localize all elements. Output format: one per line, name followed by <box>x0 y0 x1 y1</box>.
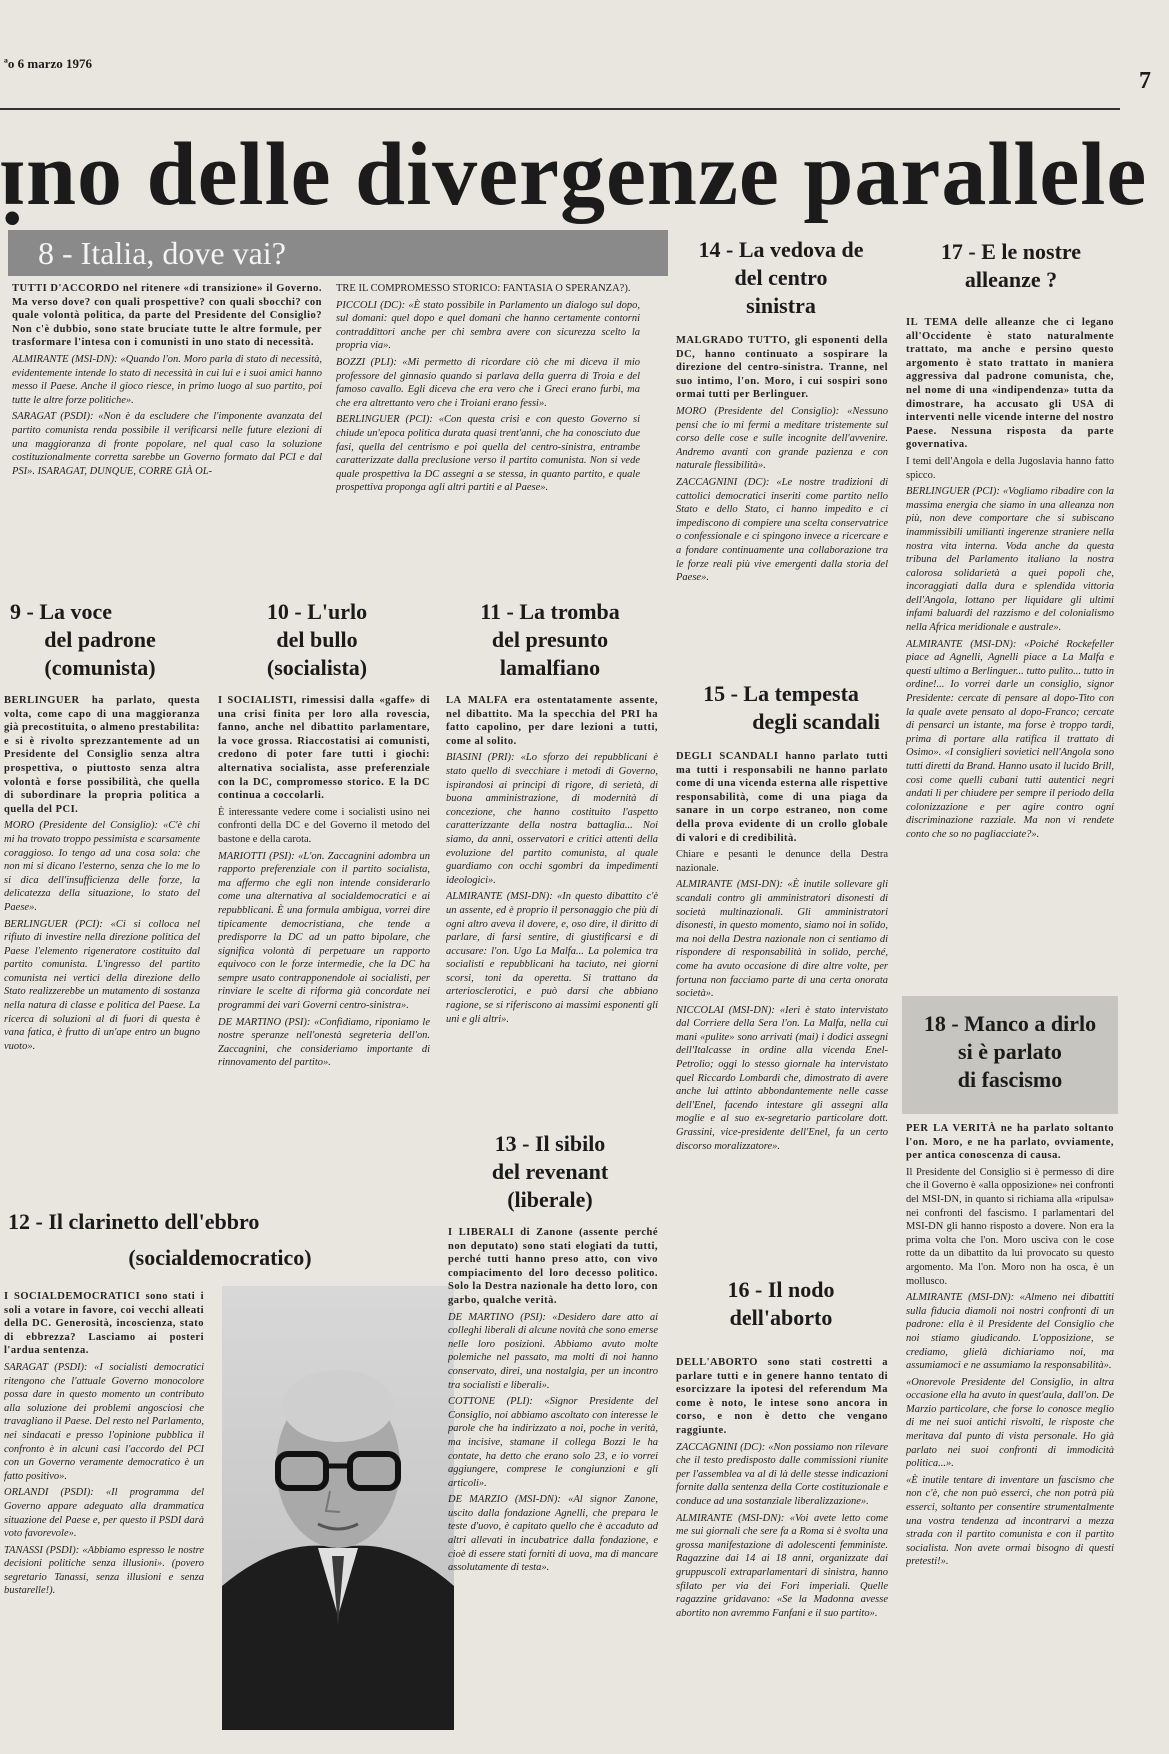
section-10-title-2: del bullo <box>276 627 358 652</box>
section-17-lead: IL TEMA delle alleanze che ci legano all'Occidente è stato naturalmente trattato, ma anche e persino questo argomento è stato trattato in maniera aggressiva dal padrone comunista, che, nel nome di una «indipendenza» tutta da dimostrare, ha accusato gli USA di interventi nelle vicende interne del nostro Paese. Nessuna risposta da parte governativa. <box>906 317 1114 451</box>
section-17-berlinguer: BERLINGUER (PCI): «Vogliamo ribadire con la massima energia che siamo in una alleanza non più, non deve comportare che si subiscano inammissibili umilianti ingerenze straniere nella nostra vita interna. Voda anche da questa tribuna del Parlamento italiano la nostra calorosa solidarietà a quei popoli che, incoraggiati dalla dura e splendida vittoria dell'Angola, lottano per liquidare gli ultimi infami baluardi del razzismo e del colonialismo nella Africa meridionale e australe». <box>906 486 1114 634</box>
header-rule <box>0 108 1120 110</box>
section-13-heading <box>444 1130 656 1218</box>
section-18-title-2: si è parlato <box>958 1039 1062 1064</box>
section-15-niccolai: NICCOLAI (MSI-DN): «Ieri è stato intervistato dal Corriere della Sera l'on. La Malfa, nella cui mani «pulite» sono arrivati (mai) i dodici assegni dell'Italcasse in ordine alla vicenda Enel-Petrolio; oggi lo stesso giornale ha intervistato quel Riccardo Lombardi che, dimostrato di avere anche lui attinto abbondantemente nelle casse dell'Enel, facendo intestare gli assegni alla moglie e al suo ex-segretario particolare dott. Grassini, vice-presidente dell'Enel, fa un certo discorso moralizzatore». <box>676 1004 888 1152</box>
section-11-biasini: BIASINI (PRI): «Lo sforzo dei repubblicani è stato quello di svecchiare i metodi di Governo, ispirandosi ai principi di rigore, di serietà, di buona amministrazione, di modernità di concezione, che hanno costituito l'aspetto caratterizzante della nostra battaglia... Noi siamo, da anni, osservatori e critici attenti della evoluzione del partito comunista, al quale guardiamo con occhi sgombri da impedimenti ideologici». <box>446 752 658 886</box>
section-12-subheading <box>0 1244 440 1274</box>
section-17-column <box>906 316 1114 980</box>
section-18-column <box>906 1122 1114 1744</box>
section-18-heading <box>902 1010 1118 1102</box>
section-16-column <box>676 1356 888 1744</box>
section-16-title-2: dell'aborto <box>729 1305 833 1330</box>
page-number: 7 <box>1139 68 1151 94</box>
section-12-lead: I SOCIALDEMOCRATICI sono stati i soli a votare in favore, coi vecchi alleati della DC. Generosità, incoscienza, stato di ebbrezza? Lasciamo ai posteri l'ardua sentenza. <box>4 1291 204 1357</box>
section-8-almirante: ALMIRANTE (MSI-DN): «Quando l'on. Moro parla di stato di necessità, evidentemente intende lo stato di necessità in cui lui e i suoi amici hanno messo il Paese. Anche il gioco riesce, in primo luogo al suo partito, poi tutte le altre forze politiche». <box>12 353 322 406</box>
section-8-title: 8 - Italia, dove vai? <box>38 235 286 271</box>
section-14-moro: MORO (Presidente del Consiglio): «Nessuno pensi che io mi fermi a meditare tristemente sul corso delle cose e sulle incognite dell'avvenire. Andremo avanti con grande pazienza e con naturale flessibilità». <box>676 405 888 472</box>
section-15-almirante: ALMIRANTE (MSI-DN): «È inutile sollevare gli scandali contro gli amministratori disonesti di società multinazionali. Gli amministratori disonesti, in questo momento, siamo noi in solido, ma noi della Destra nazionale non ci sentiamo di rispondere di responsabilità in solido, perché, come ha avuto occasione di dire altre volte, per fortuna non facciamo parte di una certa onorata società». <box>676 879 888 1000</box>
section-9-lead: BERLINGUER ha parlato, questa volta, come capo di una maggioranza già precostituita, o almeno prestabilita: e si è rivolto sprezzantemente ad un Presidente del Consiglio senza altra prospettiva, o piuttosto senza altra volontà e forse possibilità, che quella di subordinare la propria politica a quella del PCI. <box>4 695 200 815</box>
section-15-note: Chiare e pesanti le denunce della Destra nazionale. <box>676 849 888 874</box>
section-11-title-3: lamalfiano <box>499 655 601 680</box>
section-9-title-1: 9 - La voce <box>10 599 113 624</box>
section-17-title-1: 17 - E le nostre <box>940 239 1082 264</box>
section-18-title-3: di fascismo <box>957 1067 1063 1092</box>
section-13-title-2: del revenant <box>491 1159 609 1184</box>
section-9-moro: MORO (Presidente del Consiglio): «C'è chi mi ha trovato troppo pessimista e scarsamente coraggioso. Io tengo ad una cosa sola: che non mi si dicano l'esterno, senza che lo me lo si dica dell'insufficienza delle forze, la delicatezza della situazione, lo stato del Paese». <box>4 820 200 913</box>
section-13-cottone: COTTONE (PLI): «Signor Presidente del Consiglio, noi abbiamo ascoltato con interesse le parole che ha indirizzato a noi, poche in verità, ma incisive, stamane il collega Bozzi le ha contate, ha detto che erano solo 23, e io vorrei aggiungere, comprese le congiunzioni e gli articoli». <box>448 1396 658 1489</box>
section-17-title-2: alleanze ? <box>964 267 1058 292</box>
section-8-berlinguer: BERLINGUER (PCI): «Con questa crisi e con questo Governo si chiude un'epoca politica durata quasi trent'anni, che ha conosciuto due fasi, quella del centrismo e poi quella del centro-sinistra, entrambe caratterizzate dalla preclusione verso il partito comunista. Non si vede quale prospettiva la DC assegni a se stessa, in quanto partito, e quale prospettiva proponga agli altri partiti e al Paese». <box>336 414 640 494</box>
section-14-heading <box>670 236 892 324</box>
section-13-lead: I LIBERALI di Zanone (assente perché non deputato) sono stati elogiati da tutti, perché tutti hanno preso atto, con vivo compiacimento del loro decesso politico. Solo la Destra nazionale ha detto loro, con garbo, qualche verità. <box>448 1227 658 1306</box>
section-10-lead: I SOCIALISTI, rimessisi dalla «gaffe» di una crisi finita per loro alla rovescia, fanno, anche nel dibattito parlamentare, la voce grossa. Riaccostatisi ai comunisti, credono di poter fare tutti i giochi: alternativa socialista, asse preferenziale con la DC, compromesso storico. E la DC continua a coccolarli. <box>218 695 430 802</box>
section-8-bozzi: BOZZI (PLI): «Mi permetto di ricordare ciò che mi diceva il mio professore del ginnasio quando si parlava della guerra di Troia e del famoso cavallo. Egli diceva che era vero che i Greci erano furbi, ma che era altrettanto vero che i Troiani erano fessi». <box>336 356 640 409</box>
section-13-title-1: 13 - Il sibilo <box>494 1131 606 1156</box>
section-13-column <box>448 1226 658 1742</box>
section-8-column-1 <box>12 282 322 582</box>
section-15-title-2: degli scandali <box>752 709 880 734</box>
section-15-column <box>676 750 888 1270</box>
section-9-column <box>4 694 200 1214</box>
section-8-band <box>8 230 668 276</box>
section-14-title-3: sinistra <box>746 293 816 318</box>
section-13-de-martino: DE MARTINO (PSI): «Desidero dare atto ai colleghi liberali di alcune novità che sono emerse nelle loro posizioni. Abbiamo avuto molte polemiche nel passato, ma molti di noi hanno conservato, direi, una nostalgia, per un incontro tra socialisti e liberali». <box>448 1311 658 1391</box>
section-14-zaccagnini: ZACCAGNINI (DC): «Le nostre tradizioni di cattolici democratici inseriti come partito nello Stato e dello Stato, ci hanno impedito e ci impediscono di compiere una scelta conservatrice o confessionale e ci spingono invece a ricercare e a fondare continuamente una collaborazione tra le forze reali più vive emergenti dalla storia del Paese». <box>676 476 888 584</box>
section-12-orlandi: ORLANDI (PSDI): «Il programma del Governo appare adeguato alla drammatica situazione del Paese e, per questo il PSDI darà voto favorevole». <box>4 1487 204 1540</box>
section-9-title-3: (comunista) <box>44 655 156 680</box>
section-18-quote-1: «Onorevole Presidente del Consiglio, in altra occasione ella ha avuto in quest'aula, dall'on. De Marzio particolare, che forse lo conosce meglio di me nei suoi antichi risvolti, le risposte che meritava dal punto di vista personale. Ho già parlato nei suoi confronti di immodicità politica...». <box>906 1376 1114 1470</box>
section-10-title-3: (socialista) <box>266 655 368 680</box>
issue-date: ªo 6 marzo 1976 <box>4 56 93 71</box>
section-10-de-martino: DE MARTINO (PSI): «Confidiamo, riponiamo le nostre speranze nell'onestà segreteria dell'on. Zaccagnini, che consideriamo importante di rinnovamento del partito». <box>218 1016 430 1069</box>
section-11-almirante: ALMIRANTE (MSI-DN): «In questo dibattito c'è un assente, ed è proprio il personaggio che più di ogni altro aveva il dovere, e, oso dire, il diritto di parlare, di farsi sentire, di giustificarsi e di accusare: l'on. Ugo La Malfa... La polemica tra socialisti e repubblicani ha taciuto, nei giorni scorsi, toni da operetta. Si trattano da arteriosclerotici, e può darsi che abbiano ragione, se si riferiscono ai massimi esponenti gli uni e gli altri». <box>446 891 658 1025</box>
section-12-column <box>4 1290 204 1740</box>
speaker-portrait-image <box>222 1286 454 1730</box>
section-18-moro: Il Presidente del Consiglio si è permesso di dire che il Governo è «alla opposizione» nei confronti del MSI-DN, in quanto si richiama alla «ripulsa» nei confronti del fascismo. I parlamentari del MSI-DN gli hanno risposto a dovere. Non era la prima volta che l'on. Moro usciva con le cose rotte da un dibattito da lui provocato su questo argomento. Ma l'on. Moro non ha osca, è un molluscο. <box>906 1166 1114 1287</box>
section-18-almirante: ALMIRANTE (MSI-DN): «Almeno nei dibattiti sulla fiducia diamoli noi nostri confronti di un padrone: ella è il Presidente del Consiglio che noi stiamo giudicando. L'opposizione, se crediamo, glielà dichiariamo noi, ma assumiamoci e ne assumiamo la responsabilità». <box>906 1292 1114 1372</box>
section-11-title-2: del presunto <box>491 627 609 652</box>
page-headline: ᴉno delle divergenze parallele <box>0 125 1148 224</box>
section-11-title-1: 11 - La tromba <box>480 599 620 624</box>
section-9-heading <box>0 598 200 686</box>
section-12-heading <box>0 1208 440 1238</box>
section-11-heading <box>444 598 656 686</box>
section-9-berlinguer: BERLINGUER (PCI): «Ci si colloca nel rifiuto di investire nella direzione politica del Paese l'elemento rigeneratore costituito dal partito comunista. L'ingresso del partito comunista nei vertici della direzione dello Stato realizzerebbe un mutamento di sostanza nella natura di classe e politica del Paese. La ricerca di soluzioni al di fuori di questa è vana fatica, è frutto di un'ape entro un bugno vuoto». <box>4 918 200 1052</box>
section-10-heading <box>212 598 422 686</box>
section-18-lead: PER LA VERITÀ ne ha parlato soltanto l'on. Moro, e ne ha parlato, ovviamente, per antica conoscenza di causa. <box>906 1123 1114 1162</box>
section-14-title-2: del centro <box>734 265 828 290</box>
section-16-lead: DELL'ABORTO sono stati costretti a parlare tutti e in genere hanno tentato di esorcizzare la ipotesi del referendum Ma come è noto, le intese sono ancora in corso, e non è detto che vengano raggiunte. <box>676 1357 888 1436</box>
section-11-column <box>446 694 658 1124</box>
section-8-piccoli: PICCOLI (DC): «È stato possibile in Parlamento un dialogo sul dopo, sul domani: quel dopo e quel domani che hanno certamente contorni contraddittori anche per chi sembra avere con sicurezza scelto la propria via». <box>336 299 640 352</box>
section-16-almirante: ALMIRANTE (MSI-DN): «Voi avete letto come me sui giornali che sere fa a Roma si è svolta una grossa manifestazione di adolescenti femministe. Ragazzine dai 14 ai 18 anni, organizzate dai gruppuscoli extraparlamentari di sinistra, hanno sfilato per via dei Fori imperiali. Quelle ragazzine gridavano: «Se la Madonna avesse abortito non avremmo Fanfani e il suo partito». <box>676 1512 888 1619</box>
section-15-title-1: 15 - La tempesta <box>703 681 859 706</box>
section-16-title-1: 16 - Il nodo <box>727 1277 835 1302</box>
section-8-continued: TRE IL COMPROMESSO STORICO: FANTASIA O SPERANZA?). <box>336 283 631 294</box>
section-10-column <box>218 694 430 1206</box>
section-12-saragat: SARAGAT (PSDI): «I socialisti democratici ritengono che l'attuale Governo monocolore possa dare in questo momento un contributo alla soluzione dei problemi angosciosi che travagliano il Paese. Del resto nel Parlamento, nei sindacati e presso l'opinione pubblica il confronto è in alcuni casi l'accordo del PCI con un Governo veramente democratico è un fatto positivo». <box>4 1361 204 1482</box>
speaker-photo <box>222 1286 454 1730</box>
section-16-heading <box>670 1276 892 1336</box>
section-18-title-1: 18 - Manco a dirlo <box>923 1011 1097 1036</box>
section-16-zaccagnini: ZACCAGNINI (DC): «Non possiamo non rilevare che il testo predisposto dalle commissioni riunite per l'assemblea va al di là delle stesse indicazioni fornite dalla sentenza della Corte costituzionale e conduce ad una sostanziale liberalizzazione». <box>676 1441 888 1507</box>
section-14-title-1: 14 - La vedova de <box>698 237 864 262</box>
section-15-heading <box>670 680 892 740</box>
section-18-quote-2: «È inutile tentare di inventare un fascismo che non c'è, che non può esserci, che non potrà più esserci, soltanto per consentire strumentalmente una vostra tendenza ad incontrarvi a mezza strada con il partito comunista e con il partito socialista. Non avete ormai bisogno di questi pretesti!». <box>906 1474 1114 1568</box>
section-17-heading <box>900 238 1122 300</box>
section-17-almirante: ALMIRANTE (MSI-DN): «Poiché Rockefeller piace ad Agnelli, Agnelli piace a La Malfa e questi ultimo a Berlinguer... tutto pulito... tutto in ordine!... Io vorrei darle un consiglio, signor Presidente: cercate di pensare al dopo-Tito con la quale avete pensato al dopo-Franco; cercate di pensarci un istante, ma forse è troppo tardi, prima di portare alla ratifica il trattato di Osimo». «I consiglieri sovietici nell'Angola sono tutti diretti da Brand. Hanno usato il lucido Brill, così come quelli cubani tutti autentici negri andati lì per chiudere per sempre il periodo della colonizzazione e per agire contro ogni discriminazione razziale. Ma non vi rendete conto che so no pagliacciate?». <box>906 638 1114 840</box>
section-10-title-1: 10 - L'urlo <box>266 599 368 624</box>
section-10-mariotti: MARIOTTI (PSI): «L'on. Zaccagnini adombra un rapporto preferenziale con il partito socialista, ma affermo che egli non intende considerarlo come una alternativa al socialdemocratici e ai repubblicani. È una formula ambigua, vorrei dire tipicamente democristiana, che tende a predisporre la DC ad un patto bipolare, che significa volontà di perpetuare un rapporto equivoco con le forze intermedie, che la DC ha sempre usato contrapponendole ai socialisti, per rinviare le scelte di riforma già concordate nei programmi dei vari Governi centro-sinistra». <box>218 850 430 1012</box>
section-13-de-marzio: DE MARZIO (MSI-DN): «Al signor Zanone, uscito dalla fondazione Agnelli, che prepara le teste d'uovo, è capitato quello che è accaduto ad altri allevati in incubatrice dalla fondazione, e cioè di essere stati forniti di uova, ma di mancare assolutamente di testa». <box>448 1494 658 1574</box>
section-15-lead: DEGLI SCANDALI hanno parlato tutti ma tutti i responsabili ne hanno parlato come di una vicenda esterna alle rispettive responsabilità, come di una piaga da sanare in un corpo estraneo, non come della prova evidente di un crollo globale di valori e di credibilità. <box>676 751 888 844</box>
section-14-lead: MALGRADO TUTTO, gli esponenti della DC, hanno continuato a sospirare la direzione del centro-sinistra. Tranne, nel suo intimo, l'on. Moro, i cui sospiri sono ormai tutti per Berlinguer. <box>676 335 888 401</box>
section-12-title-1: 12 - Il clarinetto dell'ebbro <box>8 1209 260 1234</box>
section-12-title-2: (socialdemocratico) <box>128 1245 312 1270</box>
section-11-lead: LA MALFA era ostentatamente assente, nel dibattito. Ma la specchia del PRI ha fatto capolino, per dare lezioni a tutti, come al solito. <box>446 695 658 747</box>
section-14-column <box>676 334 888 674</box>
section-12-tanassi: TANASSI (PSDI): «Abbiamo espresso le nostre decisioni politiche senza illusioni». (povero segretario Tanassi, senza illusioni e senza bustarelle!). <box>4 1544 204 1597</box>
section-17-note: I temi dell'Angola e della Jugoslavia hanno fatto spicco. <box>906 455 1114 481</box>
section-8-saragat: SARAGAT (PSDI): «Non è da escludere che l'imponente avanzata del partito comunista renda possibile il verificarsi nelle future elezioni di una maggioranza di fronte popolare, nel qual caso la soluzione costituzionalmente corretta sarebbe un Governo formato dal PCI e dal PSI». ISARAGAT, DUNQUE, CORRE GIÀ OL- <box>12 411 322 477</box>
section-9-title-2: del padrone <box>44 627 156 652</box>
section-8-column-2 <box>336 282 640 582</box>
section-13-title-3: (liberale) <box>507 1187 593 1212</box>
section-8-lead: TUTTI D'ACCORDO nel ritenere «di transizione» il Governo. Ma verso dove? con quali prospettive? con quali sbocchi? con quale volontà politica, da parte del Presidente del Consiglio? Non c'è dubbio, sono state bruciate tutte le altre formule, per trasformare l'intesa con i comunisti in uno stato di necessità. <box>12 283 322 349</box>
section-10-note: È interessante vedere come i socialisti usino nei confronti della DC e del Governo il metodo del bastone e della carota. <box>218 806 430 845</box>
